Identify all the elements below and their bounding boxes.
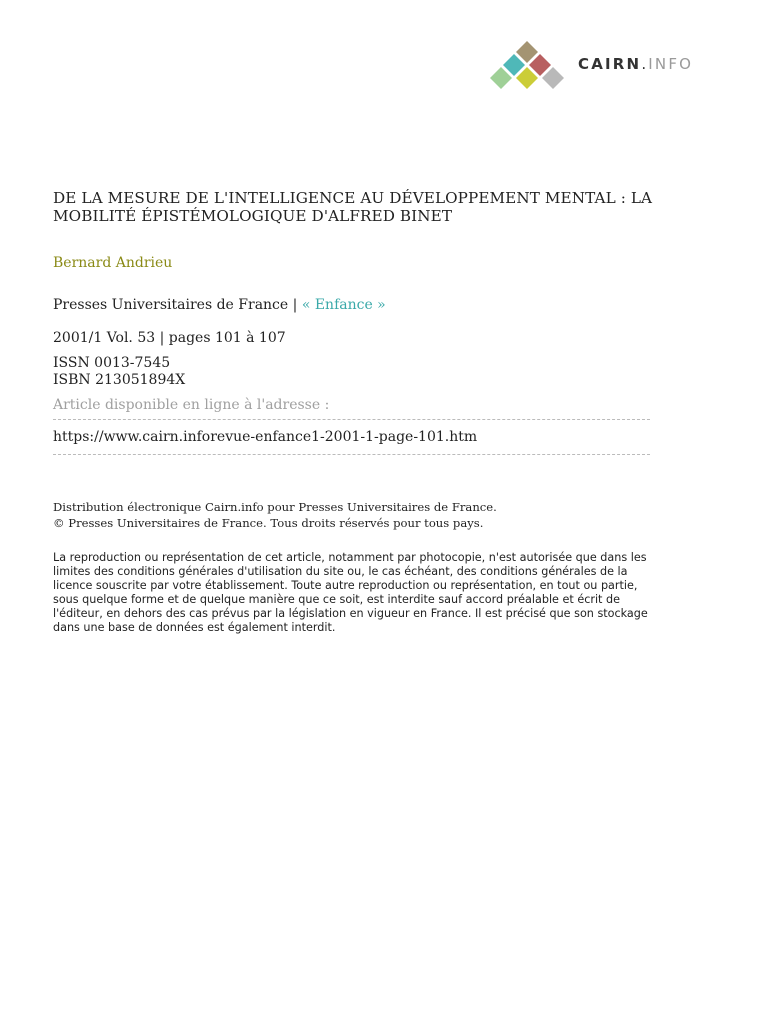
journal-link[interactable]: « Enfance » [301, 297, 386, 313]
divider-top [53, 419, 650, 420]
volume-pages: 2001/1 Vol. 53 | pages 101 à 107 [53, 330, 286, 346]
legal-line: sous quelque forme et de quelque manière que ce soit, est interdite sauf accord préalable et écrit de [53, 593, 620, 606]
issn: ISSN 0013-7545 [53, 355, 171, 371]
distribution-line: Distribution électronique Cairn.info pour Presses Universitaires de France. [53, 500, 497, 514]
legal-line: dans une base de données est également interdit. [53, 621, 336, 634]
distribution-notice [53, 499, 721, 531]
cairn-logo [488, 40, 723, 90]
article-info [53, 189, 721, 635]
publisher-name: Presses Universitaires de France | [53, 297, 298, 313]
author-name[interactable]: Bernard Andrieu [53, 255, 173, 271]
article-url[interactable]: https://www.cairn.inforevue-enfance1-2001-1-page-101.htm [53, 429, 478, 445]
legal-line: limites des conditions générales d'utilisation du site ou, le cas échéant, des conditions générales de la [53, 565, 628, 578]
legal-line: La reproduction ou représentation de cet article, notamment par photocopie, n'est autorisée que dans les [53, 551, 647, 564]
title-line-1: DE LA MESURE DE L'INTELLIGENCE AU DÉVELOPPEMENT MENTAL : LA [53, 189, 653, 207]
divider-bottom [53, 454, 650, 455]
logo-brand: CAIRN [578, 55, 642, 73]
logo-tld: INFO [648, 55, 694, 73]
article-title [53, 189, 721, 225]
identifiers [53, 355, 721, 389]
cairn-wordmark [578, 55, 693, 73]
cairn-tiles-icon [488, 40, 568, 90]
legal-line: l'éditeur, en dehors des cas prévus par la législation en vigueur en France. Il est précisé que son stockage [53, 607, 648, 620]
isbn: ISBN 213051894X [53, 372, 186, 388]
legal-notice [53, 551, 721, 635]
legal-line: licence souscrite par votre établissement. Toute autre reproduction ou représentation, en tout ou partie, [53, 579, 638, 592]
logo-dot: . [641, 55, 649, 73]
copyright-line: © Presses Universitaires de France. Tous droits réservés pour tous pays. [53, 516, 484, 530]
publisher-line [53, 296, 721, 314]
title-line-2: MOBILITÉ ÉPISTÉMOLOGIQUE D'ALFRED BINET [53, 207, 453, 225]
available-online-label: Article disponible en ligne à l'adresse : [53, 397, 330, 413]
